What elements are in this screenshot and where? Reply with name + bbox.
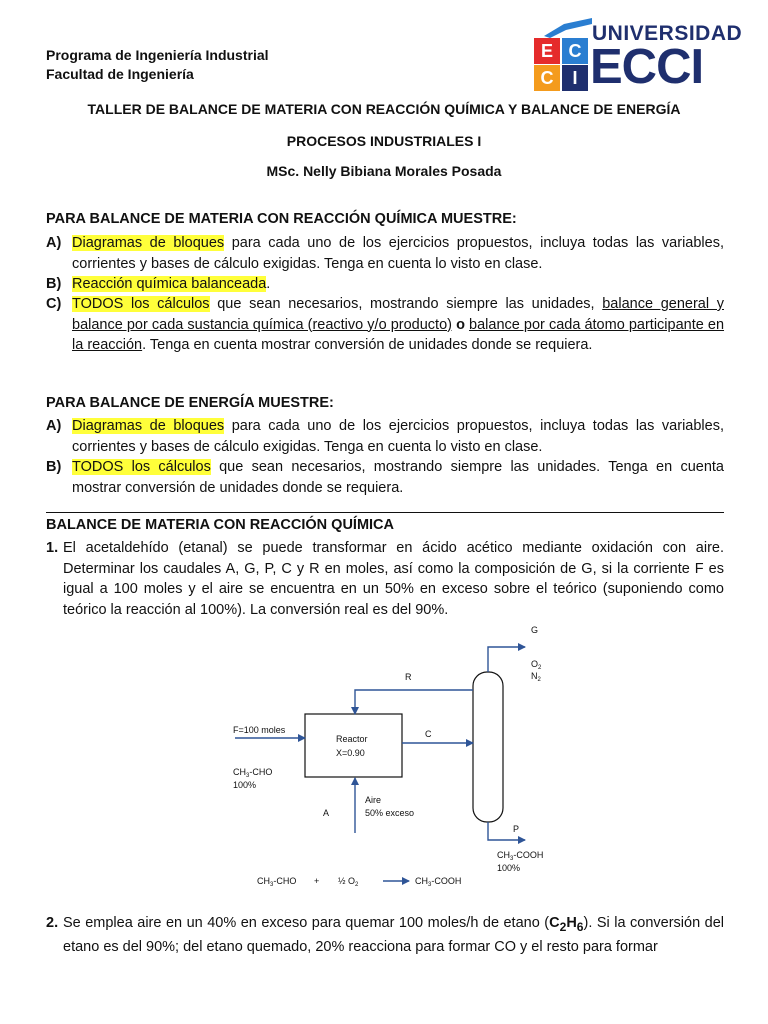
stream-g-label: G — [531, 625, 539, 635]
highlight: TODOS los cálculos — [72, 459, 211, 475]
list-text — [72, 233, 724, 274]
list-label: B) — [46, 459, 62, 475]
logo-tile-c2: C — [534, 65, 560, 91]
stream-r-label: R — [405, 672, 412, 682]
underlined-text: balance por cada átomo participante en la reacción — [72, 316, 725, 353]
logo-tiles — [534, 18, 592, 90]
logo-tile-i: I — [562, 65, 588, 91]
section-title-problems: BALANCE DE MATERIA CON REACCIÓN QUÍMICA — [46, 517, 394, 533]
highlight: Diagramas de bloques — [72, 418, 225, 434]
course-title: PROCESOS INDUSTRIALES I — [286, 133, 482, 149]
problem-text: El acetaldehído (etanal) se puede transformar en ácido acético mediante oxidación con aire. Determinar los caudales A, G, P, C y R en moles, así como la composición de G, si la corriente F es igual a 100 moles y el aire se encuentra en un 50% en exceso sobre el teórico (suponiendo como teórico la reacción al 100%). La conversión real es del 90%. — [63, 540, 724, 618]
text-span: . — [266, 276, 271, 292]
section-title-materia: PARA BALANCE DE MATERIA CON REACCIÓN QUÍMICA MUESTRE: — [46, 211, 517, 227]
underlined-text: balance general y balance por cada sustancia química (reactivo y/o producto) — [72, 296, 724, 333]
highlight: TODOS los cálculos — [72, 296, 210, 312]
university-logo — [534, 18, 743, 94]
product-composition: $CH_3$-COOH — [497, 850, 544, 862]
stream-c-label: C — [425, 729, 432, 739]
list-label: A) — [46, 235, 62, 251]
faculty-name: Facultad de Ingeniería — [46, 66, 194, 82]
highlight: Diagramas de bloques — [72, 235, 225, 251]
highlight: Reacción química balanceada — [72, 276, 267, 292]
list-text — [72, 416, 724, 457]
separation-column — [473, 672, 503, 822]
g-component-n2: $N_2$ — [531, 671, 541, 683]
problem-text — [63, 913, 724, 958]
problem-number: 1. — [46, 540, 59, 556]
text-span: que sean necesarios, mostrando siempre las unidades, — [209, 296, 603, 312]
list-label: B) — [46, 276, 62, 292]
stream-g-arrow — [488, 647, 525, 672]
logo-tile-e: E — [534, 38, 560, 64]
reactor-conversion: X=0.90 — [336, 748, 365, 758]
logo-tile-c1: C — [562, 38, 588, 64]
horizontal-divider — [46, 512, 724, 513]
author-name: MSc. Nelly Bibiana Morales Posada — [266, 163, 502, 179]
g-component-o2: $O_2$ — [531, 659, 542, 671]
text-span: ). Si la conversión del etano es del 90%; del etano quemado, 20% reacciona para formar CO y el resto para formar — [63, 915, 724, 956]
text-span: para cada uno de los ejercicios propuestos, incluya todas las variables, corrientes y bases de cálculo exigidas. Tenga en cuenta lo visto en clase. — [72, 418, 724, 455]
stream-a-label: A — [323, 808, 330, 818]
program-name: Programa de Ingeniería Industrial — [46, 47, 269, 63]
reaction-product: $CH_3$-COOH — [415, 876, 462, 888]
reaction-oxygen: ½ $O_2$ — [338, 876, 359, 888]
logo-roof-icon — [544, 18, 592, 38]
feed-percentage: 100% — [233, 780, 257, 790]
header-institution — [46, 46, 269, 84]
list-label: C) — [46, 296, 62, 312]
list-text — [72, 274, 724, 295]
air-excess: 50% exceso — [365, 808, 415, 818]
product-percentage: 100% — [497, 863, 521, 873]
section-title-energia: PARA BALANCE DE ENERGÍA MUESTRE: — [46, 395, 334, 411]
text-span: Se emplea aire en un 40% en exceso para quemar 100 moles/h de etano ( — [63, 915, 550, 931]
stream-r-arrow — [355, 690, 473, 714]
process-flow-diagram — [225, 618, 575, 893]
air-label: Aire — [365, 795, 382, 805]
text-span: . Tenga en cuenta mostrar conversión de unidades donde se requiera. — [142, 337, 593, 353]
logo-word-ecci: ECCI — [590, 40, 704, 94]
text-span: que sean necesarios, mostrando siempre las unidades. Tenga en cuenta mostrar conversión de unidades donde se requiera. — [72, 459, 724, 496]
reactor-box — [305, 714, 402, 777]
list-text — [72, 457, 724, 498]
feed-composition: $CH_3$-CHO — [233, 767, 273, 779]
formula-ethane: $C_2H_6$ — [549, 915, 584, 934]
bold-or: o — [456, 316, 465, 333]
reactor-label: Reactor — [336, 734, 368, 744]
list-label: A) — [46, 418, 62, 434]
stream-f-label: F=100 moles — [233, 725, 286, 735]
stream-p-label: P — [513, 824, 520, 834]
stream-p-arrow — [488, 822, 525, 840]
reaction-reactant: $CH_3$-CHO — [257, 876, 297, 888]
text-span: para cada uno de los ejercicios propuestos, incluya todas las variables, corrientes y bases de cálculo exigidas. Tenga en cuenta lo visto en clase. — [72, 235, 724, 272]
problem-number: 2. — [46, 915, 59, 931]
list-text — [72, 294, 724, 356]
logo-word-universidad: UNIVERSIDAD — [592, 22, 743, 45]
reaction-plus: + — [314, 876, 320, 886]
document-title: TALLER DE BALANCE DE MATERIA CON REACCIÓN QUÍMICA Y BALANCE DE ENERGÍA — [87, 101, 681, 117]
